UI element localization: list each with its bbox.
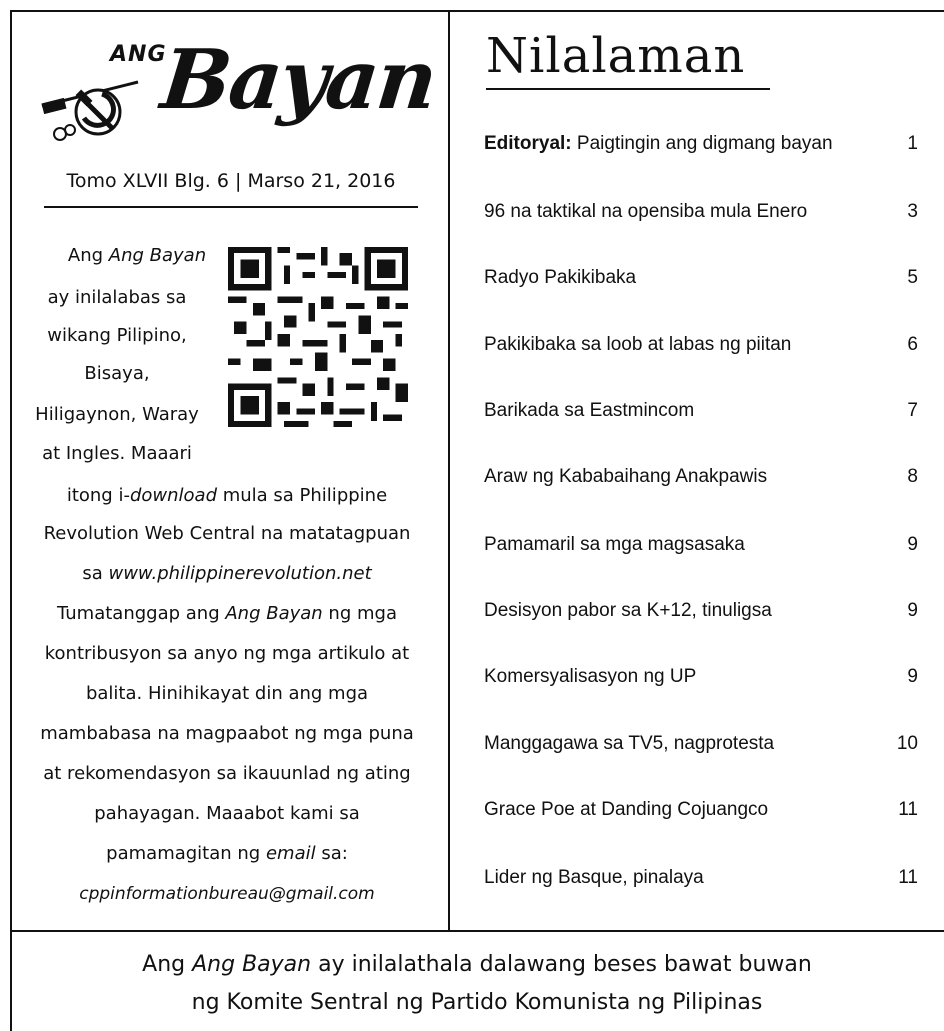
toc-item-page: 5 [907, 267, 918, 288]
logo-small-text: ANG [110, 42, 167, 67]
toc-item-page: 8 [907, 466, 918, 487]
toc-item[interactable] [484, 133, 920, 163]
intro-line: Hiligaynon, Waray [35, 404, 199, 425]
text-run: sa [82, 563, 109, 584]
toc-item[interactable] [484, 600, 920, 630]
intro-line [22, 484, 432, 508]
text-run: sa: [315, 843, 348, 864]
website-link[interactable]: www.philippinerevolution.net [108, 563, 372, 584]
text-run: Tumatanggap ang [57, 603, 226, 624]
intro-line: ay inilalabas sa [47, 287, 187, 308]
toc-item[interactable] [484, 466, 920, 496]
intro-line [22, 842, 432, 866]
toc-item-title: Grace Poe at Danding Cojuangco [484, 799, 769, 820]
frame-top-border [10, 10, 944, 12]
intro-line: at rekomendasyon sa ikauunlad ng ating [43, 763, 411, 784]
toc-item-title: Pamamaril sa mga magsasaka [484, 534, 745, 555]
text-run: Ang [67, 245, 109, 266]
toc-item-title: Manggagawa sa TV5, nagprotesta [484, 733, 775, 754]
toc-item-page: 11 [898, 799, 918, 820]
column-divider [448, 10, 450, 930]
intro-line: Revolution Web Central na matatagpuan [43, 523, 411, 544]
publication-name: Ang Bayan [225, 603, 323, 624]
footer-line: ng Komite Sentral ng Partido Komunista ng Pilipinas [191, 990, 763, 1015]
toc-item-title: Desisyon pabor sa K+12, tinuligsa [484, 600, 772, 621]
toc-item[interactable] [484, 733, 920, 763]
hammer-sickle-rifle-emblem [40, 56, 150, 142]
toc-item-page: 6 [907, 334, 918, 355]
text-run: Ang [142, 952, 193, 977]
contents-title-rule [486, 88, 770, 90]
intro-line [22, 562, 432, 586]
masthead-rule [44, 206, 418, 208]
text-run: ay inilalathala dalawang beses bawat buwan [311, 952, 812, 977]
intro-line: Bisaya, [84, 363, 150, 384]
frame-left-border [10, 10, 12, 1031]
text-run: Paigtingin ang digmang bayan [571, 133, 833, 154]
intro-line: kontribusyon sa anyo ng mga artikulo at [44, 643, 410, 664]
toc-item-page: 9 [907, 534, 918, 555]
toc-item-page: 9 [907, 600, 918, 621]
toc-item[interactable] [484, 799, 920, 829]
toc-item-title: Pakikibaka sa loob at labas ng piitan [484, 334, 792, 355]
toc-item-page: 7 [907, 400, 918, 421]
toc-item[interactable] [484, 400, 920, 430]
footer-line [10, 952, 944, 977]
text-run: download [129, 485, 217, 506]
toc-item[interactable] [484, 267, 920, 297]
publication-name: Ang Bayan [108, 245, 207, 266]
text-run: itong i- [66, 485, 130, 506]
footer-divider [10, 930, 944, 932]
toc-item-page: 1 [907, 133, 918, 154]
toc-item-lead: Editoryal: [484, 133, 572, 154]
intro-line: balita. Hinihikayat din ang mga [85, 683, 369, 704]
intro-line [52, 244, 222, 268]
toc-item[interactable] [484, 867, 920, 897]
qr-code[interactable] [228, 247, 408, 427]
logo-big-text: Bayan [156, 32, 440, 128]
text-run: email [265, 843, 316, 864]
intro-line: pahayagan. Maaabot kami sa [94, 803, 360, 824]
toc-item-title: Barikada sa Eastmincom [484, 400, 695, 421]
text-run: pamamagitan ng [106, 843, 266, 864]
intro-line: mambabasa na magpaabot ng mga puna [40, 723, 414, 744]
toc-item-title [484, 133, 833, 155]
intro-line: wikang Pilipino, [47, 325, 187, 346]
toc-item-title: Lider ng Basque, pinalaya [484, 867, 704, 888]
toc-item-title: Komersyalisasyon ng UP [484, 666, 697, 687]
issue-info: Tomo XLVII Blg. 6 | Marso 21, 2016 [66, 170, 396, 192]
toc-item[interactable] [484, 201, 920, 231]
email-address[interactable]: cppinformationbureau@gmail.com [79, 884, 375, 904]
toc-item-page: 11 [898, 867, 918, 888]
text-run: ng mga [322, 603, 397, 624]
text-run: mula sa Philippine [217, 485, 388, 506]
toc-item[interactable] [484, 334, 920, 364]
toc-item-page: 3 [907, 201, 918, 222]
toc-item-title: Araw ng Kababaihang Anakpawis [484, 466, 768, 487]
toc-item[interactable] [484, 534, 920, 564]
intro-line: at Ingles. Maaari [42, 443, 192, 464]
masthead-logo [40, 32, 440, 148]
contents-title: Nilalaman [486, 28, 746, 84]
intro-line [22, 602, 432, 626]
toc-item[interactable] [484, 666, 920, 696]
toc-item-page: 10 [896, 733, 918, 754]
toc-item-title: 96 na taktikal na opensiba mula Enero [484, 201, 808, 222]
toc-item-page: 9 [907, 666, 918, 687]
toc-item-title: Radyo Pakikibaka [484, 267, 637, 288]
publication-name: Ang Bayan [192, 952, 312, 977]
